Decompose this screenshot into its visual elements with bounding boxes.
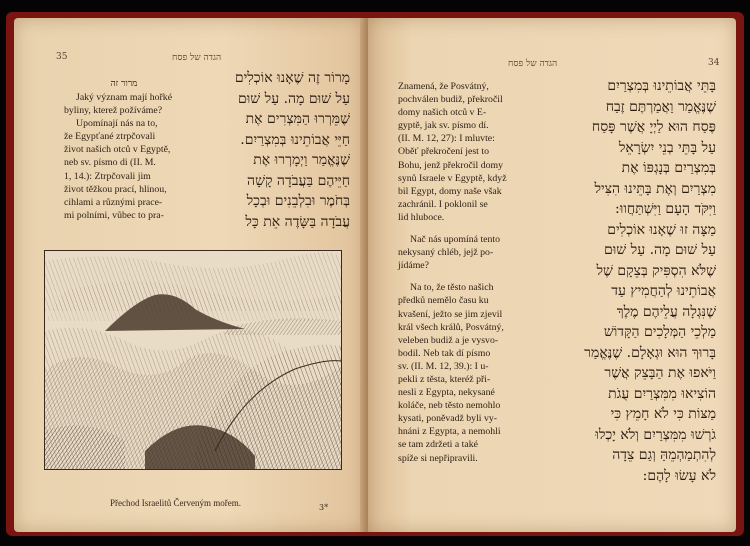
hebrew-line: עַל שׁוּם מָה. עַל שׁוּם bbox=[603, 242, 716, 258]
text-line: kysati, poněvadž byli vy- bbox=[398, 413, 498, 425]
page-header: הגדה של פסח bbox=[508, 59, 558, 69]
czech-text-block bbox=[398, 80, 522, 465]
hebrew-line: וַיֹּאפוּ אֶת הַבָּצֵק אֲשֶׁר bbox=[604, 365, 716, 381]
hebrew-text-block bbox=[190, 68, 350, 232]
hebrew-line: בְּמִצְרַיִם בְּנָגְפּוֹ אֶת bbox=[621, 160, 716, 176]
hebrew-text-block bbox=[534, 76, 716, 486]
hebrew-line: חַיֵּי אֲבוֹתֵינוּ בְּמִצְרַיִם. bbox=[240, 131, 350, 148]
right-page bbox=[368, 18, 736, 532]
page-number: 34 bbox=[708, 58, 720, 68]
text-line: Jaký význam mají hořké bbox=[76, 92, 173, 103]
section-heading: מרור זה bbox=[110, 79, 138, 89]
text-line: gyptě, jak sv. písmo dí. bbox=[398, 120, 489, 132]
hebrew-line: לֹא עָשׂוּ לָהֶם: bbox=[642, 467, 716, 484]
hebrew-line: בָּרוּךְ הוּא וּגְאָלָם. שֶׁנֶּאֱמַר bbox=[584, 344, 716, 361]
text-line: jídáme? bbox=[398, 260, 430, 272]
text-line: pochválen budiž, překročil bbox=[398, 94, 503, 106]
hebrew-line: אֲבוֹתֵינוּ לְהַחֲמִיץ עַד bbox=[611, 283, 716, 299]
hebrew-line: מַצּוֹת כִּי לֹא חָמֵץ כִּי bbox=[610, 406, 716, 422]
hebrew-line: פֶּסַח הוּא לַיְיָ אֲשֶׁר פָּסַח bbox=[591, 119, 716, 135]
text-line: koláče, neb těsto nemohlo bbox=[398, 400, 501, 412]
hebrew-line: שֶׁנִּגְלָה עֲלֵיהֶם מֶלֶךְ bbox=[616, 303, 716, 320]
hebrew-line: לְהִתְמַהְמֵהַּ וְגַם צֵדָה bbox=[612, 447, 716, 463]
hebrew-line: מַלְכֵי הַמְּלָכִים הַקָּדוֹשׁ bbox=[603, 324, 716, 340]
text-line: kvašení, ježto se jim zjevil bbox=[398, 308, 503, 320]
hebrew-line: חַיֵּיהֶם בַּעֲבֹדָה קָשָׁה bbox=[247, 172, 350, 189]
illustration-caption: Přechod Israelitů Červeným mořem. bbox=[110, 498, 241, 508]
text-line: Znamená, že Posvátný, bbox=[398, 81, 489, 92]
hebrew-line: עֲבֹדָה בַּשָּׂדֶה אֵת כָּל bbox=[245, 213, 350, 230]
hebrew-line: שֶׁנֶּאֱמַר וַאֲמַרְתֶּם זֶבַח bbox=[605, 98, 716, 115]
page-number: 35 bbox=[56, 52, 68, 62]
text-line: Bohu, jenž překročil domy bbox=[398, 159, 504, 171]
text-line: cihlami a různými prace- bbox=[64, 196, 163, 208]
text-line: neb sv. písmo di (II. M. bbox=[64, 157, 156, 169]
hebrew-line: מִצְרַיִם וְאֶת בָּתֵּינוּ הִצִּיל bbox=[594, 180, 716, 197]
czech-text-block bbox=[64, 78, 184, 222]
hebrew-line: מָרוֹר זֶה שֶׁאָנוּ אוֹכְלִים bbox=[234, 70, 350, 86]
hebrew-line: שֶׁנֶּאֱמַר וַיְמָרְרוּ אֶת bbox=[253, 152, 350, 168]
text-line: se tam zdržeti a také bbox=[398, 439, 478, 451]
text-line: 1, 14.): Ztrpčovali jim bbox=[64, 170, 151, 182]
text-line: synů Israele v Egyptě, když bbox=[398, 172, 507, 184]
text-line: předků nemělo času ku bbox=[398, 295, 489, 307]
text-line: že Egypťané ztrpčovali bbox=[64, 131, 156, 143]
hebrew-line: שֶׁלֹּא הִסְפִּיק בְּצֵקָם שֶׁל bbox=[596, 262, 716, 279]
hebrew-line: בָּתֵּי אֲבוֹתֵינוּ בְּמִצְרַיִם bbox=[607, 78, 716, 94]
text-line: nesli z Egypta, nekysané bbox=[398, 387, 495, 399]
text-line: byliny, kterež požíváme? bbox=[64, 105, 163, 117]
text-line: král všech králů, Posvátný, bbox=[398, 321, 504, 333]
text-line: Upomínají nás na to, bbox=[76, 118, 158, 130]
text-line: sv. (II. M. 12, 39.): I u- bbox=[398, 360, 489, 372]
text-line: život těžkou prací, hlinou, bbox=[64, 183, 167, 195]
page-header: הגדה של פסח bbox=[172, 53, 222, 63]
text-line: pekli z těsta, kteréž při- bbox=[398, 373, 491, 385]
text-line: život našich otců v Egyptě, bbox=[64, 144, 171, 156]
hebrew-line: שֶׁמֵּרְרוּ הַמִּצְרִים אֶת bbox=[245, 111, 350, 127]
hebrew-line: עַל שׁוּם מָה. עַל שׁוּם bbox=[237, 90, 350, 107]
hebrew-line: בְּחֹמֶר וּבִלְבֵנִים וּבְכָל bbox=[246, 193, 350, 209]
hebrew-line: וַיִּקֹּד הָעָם וַיִּשְׁתַּחֲווּ: bbox=[615, 201, 716, 217]
hebrew-line: מַצָּה זוּ שֶׁאָנוּ אוֹכְלִים bbox=[607, 221, 716, 238]
hebrew-line: הוֹצִיאוּ מִמִּצְרַיִם עֻגֹת bbox=[608, 385, 716, 402]
left-page bbox=[14, 18, 364, 532]
text-line: veleben budiž a je vysvo- bbox=[398, 334, 499, 346]
text-line: spíže si nepřipravili. bbox=[398, 452, 478, 464]
engraving-illustration bbox=[44, 250, 342, 470]
hebrew-line: גֹרְשׁוּ מִמִּצְרַיִם וְלֹא יָכְלוּ bbox=[595, 426, 716, 443]
text-line: domy našich otců v E- bbox=[398, 107, 487, 119]
text-line: mi polními, vůbec to pra- bbox=[64, 209, 164, 221]
text-line: lid hluboce. bbox=[398, 211, 445, 223]
red-sea-engraving bbox=[45, 251, 341, 469]
text-line: zachránil. I poklonil se bbox=[398, 198, 488, 210]
text-line: hnáni z Egypta, a nemohli bbox=[398, 426, 501, 438]
text-line: Oběť překročení jest to bbox=[398, 146, 489, 158]
text-line: Na to, že těsto našich bbox=[410, 282, 494, 294]
signature-mark: 3* bbox=[319, 503, 329, 512]
hebrew-line: עַל בָּתֵּי בְנֵי יִשְׂרָאֵל bbox=[618, 139, 716, 156]
text-line: bil Egypt, domy naše však bbox=[398, 185, 502, 197]
text-line: (II. M. 12, 27): I mluvte: bbox=[398, 133, 495, 145]
text-line: Nač nás upomíná tento bbox=[410, 234, 501, 246]
text-line: bodil. Neb tak dí písmo bbox=[398, 347, 491, 359]
text-line: nekysaný chléb, jejž po- bbox=[398, 247, 494, 259]
